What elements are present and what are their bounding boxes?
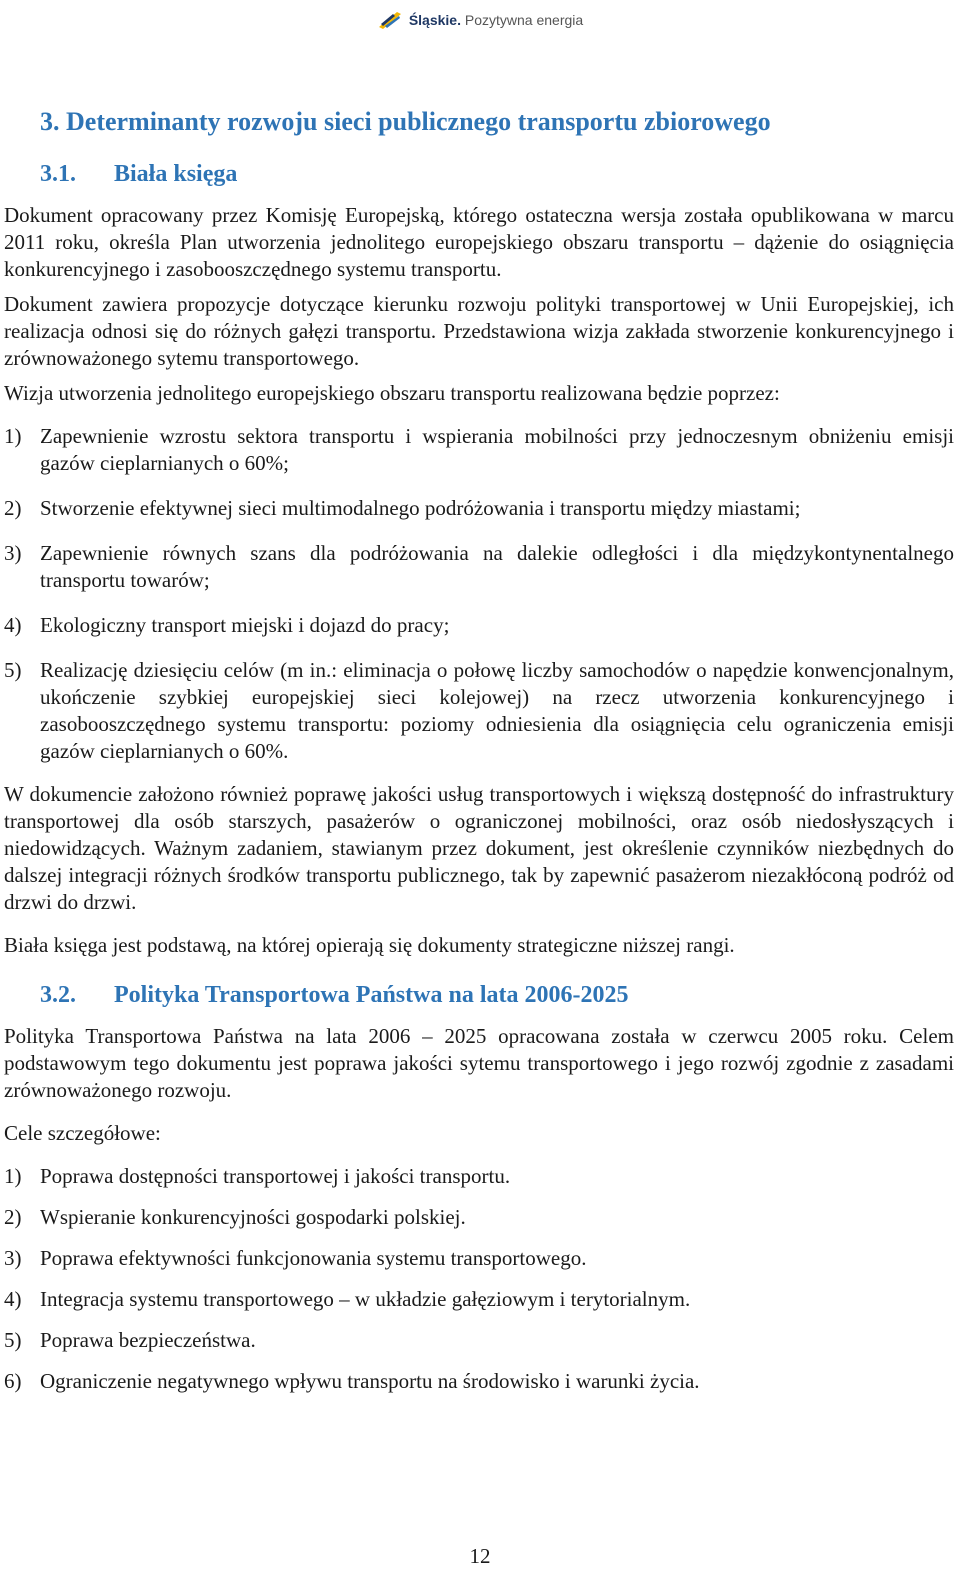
paragraph: Wizja utworzenia jednolitego europejskiego obszaru transportu realizowana będzie poprzez: [4,381,780,405]
list-item [4,1163,954,1190]
paragraph: Dokument zawiera propozycje dotyczące kierunku rozwoju polityki transportowej w Unii Europejskiej, ich realizacja odnosi się do różnych gałęzi transportu. Przedstawiona wizja zakłada stworzenie konkurencyjnego i zrównoważonego sytemu transportowego. [4,292,954,370]
list-item [4,495,954,522]
subsection-heading-3-1 [4,158,954,190]
header-logo-text [409,12,583,28]
paragraph: Biała księga jest podstawą, na której opierają się dokumenty strategiczne niższej rangi. [4,933,735,957]
list-number: 1) [4,1164,22,1188]
list-text: Zapewnienie wzrostu sektora transportu i wspierania mobilności przy jednoczesnym obniżeniu emisji gazów cieplarnianych o 60%; [40,424,954,475]
list-item [4,657,954,765]
list-number: 6) [4,1369,22,1393]
list-number: 4) [4,1287,22,1311]
paragraph: Dokument opracowany przez Komisję Europejską, którego ostateczna wersja została opublikowana w marcu 2011 roku, określa Plan utworzenia jednolitego europejskiego obszaru transportu – dążenie do osiągnięcia konkurencyjnego i zasobooszczędnego systemu transportu. [4,203,954,281]
brand-name: Śląskie. [408,12,461,28]
subsection-heading-3-2 [4,979,954,1011]
paragraph: W dokumencie założono również poprawę jakości usług transportowych i większą dostępność do infrastruktury transportowej dla osób starszych, pasażerów o ograniczonej mobilności, oraz osób niedosłyszących i niedowidzących. Ważnym zadaniem, stawianym przez dokument, jest określenie czynników niezbędnych do dalszej integracji różnych środków transportu publicznego, tak by zapewnić pasażerom niezakłóconą podróż od drzwi do drzwi. [4,782,954,914]
list-item [4,1327,954,1354]
subsection-title: Polityka Transportowa Państwa na lata 2006-2025 [114,982,629,1008]
list-text: Ekologiczny transport miejski i dojazd do pracy; [40,613,450,637]
subsection-title: Biała księga [114,161,238,187]
list-item [4,1286,954,1313]
list-text: Integracja systemu transportowego – w układzie gałęziowym i terytorialnym. [40,1287,691,1311]
list-number: 2) [4,496,22,520]
list-item [4,1368,954,1395]
paragraph: Polityka Transportowa Państwa na lata 2006 – 2025 opracowana została w czerwcu 2005 roku. Celem podstawowym tego dokumentu jest poprawa jakości sytemu transportowego i jego rozwój zgodnie z zasadami zrównoważonego rozwoju. [4,1024,954,1102]
list-number: 5) [4,1328,22,1352]
page-number: 12 [469,1544,491,1568]
list-text: Realizację dziesięciu celów (m in.: eliminacja o połowę liczby samochodów o napędzie konwencjonalnym, ukończenie szybkiej europejskiej sieci kolejowej) na rzecz utworzenia konkurencyjnego i zasobooszczędnego systemu transportu: poziomy odniesienia dla osiągnięcia celu ograniczenia emisji gazów cieplarnianych o 60%. [40,658,954,763]
list-number: 4) [4,613,22,637]
list-item [4,612,954,639]
list-number: 5) [4,658,22,682]
list-text: Ograniczenie negatywnego wpływu transportu na środowisko i warunki życia. [40,1369,700,1393]
list-item [4,1245,954,1272]
list-item [4,1204,954,1231]
list-item [4,540,954,594]
list-text: Stworzenie efektywnej sieci multimodalnego podróżowania i transportu między miastami; [40,496,801,520]
vision-list [4,423,954,765]
list-number: 1) [4,424,22,448]
list-number: 3) [4,1246,22,1270]
list-text: Poprawa dostępności transportowej i jakości transportu. [40,1164,511,1188]
list-text: Poprawa efektywności funkcjonowania systemu transportowego. [40,1246,587,1270]
list-text: Poprawa bezpieczeństwa. [40,1328,256,1352]
silesia-feather-logo-icon [377,10,403,30]
document-body [4,104,954,1395]
goals-list [4,1163,954,1395]
subsection-number: 3.1. [40,161,76,187]
paragraph: Cele szczegółowe: [4,1121,161,1145]
list-text: Wspieranie konkurencyjności gospodarki polskiej. [40,1205,466,1229]
section-heading: 3. Determinanty rozwoju sieci publicznego transportu zbiorowego [40,107,771,136]
list-text: Zapewnienie równych szans dla podróżowania na dalekie odległości i dla międzykontynentalnego transportu towarów; [40,541,954,592]
list-item [4,423,954,477]
page-header [0,6,960,34]
brand-tagline: Pozytywna energia [464,12,584,28]
subsection-number: 3.2. [40,982,76,1008]
list-number: 3) [4,541,22,565]
list-number: 2) [4,1205,22,1229]
